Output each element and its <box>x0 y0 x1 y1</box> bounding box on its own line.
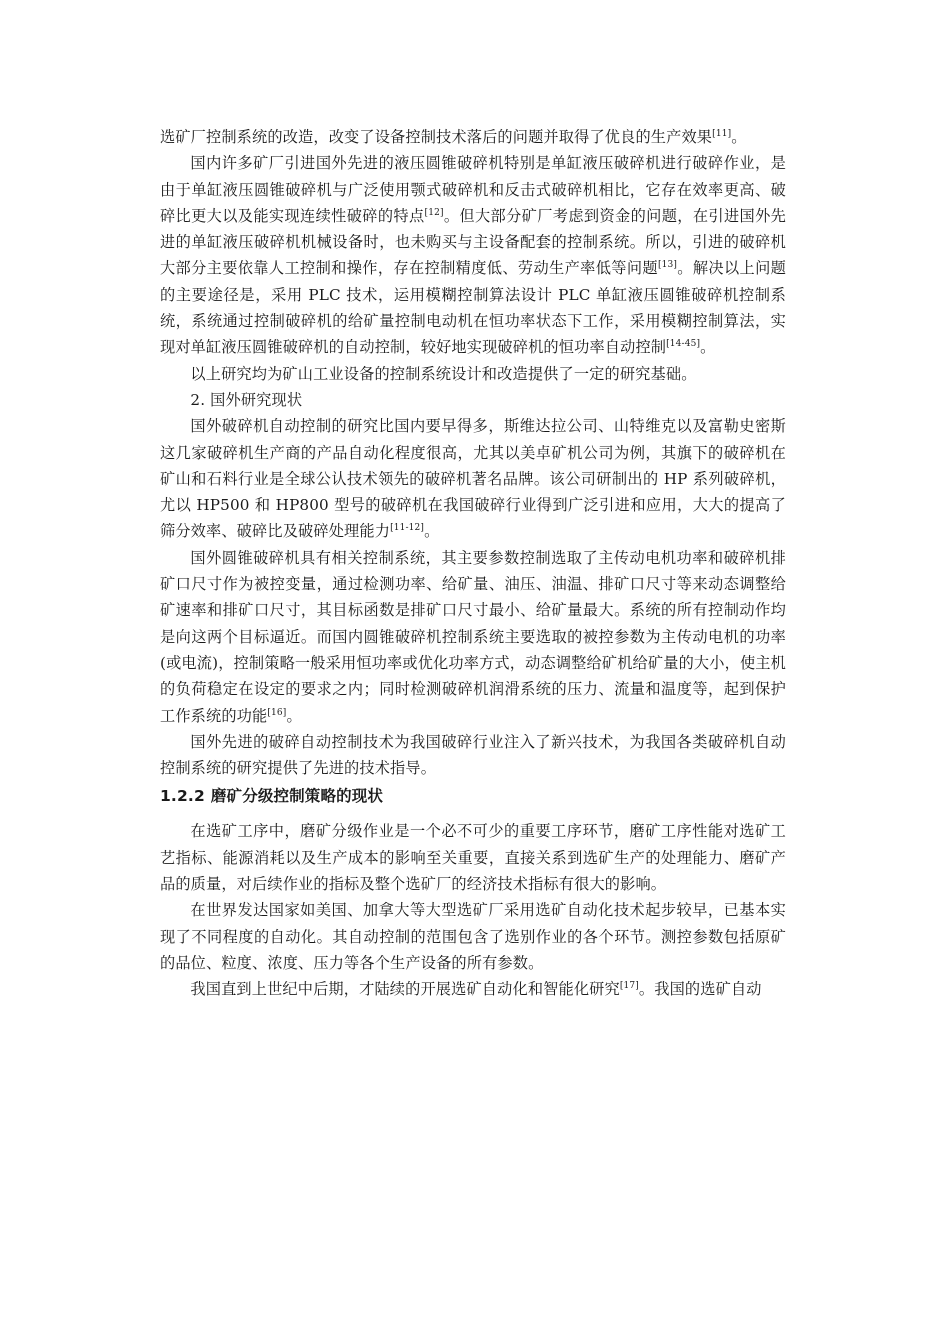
citation: [12] <box>424 207 444 218</box>
citation: [16] <box>267 707 287 718</box>
paragraph-7 <box>160 818 786 897</box>
citation: [14-45] <box>666 339 701 350</box>
paragraph-text: 。解决以上问题的主要途径是，采用 PLC 技术，运用模糊控制算法设计 PLC 单缸液压圆锥破碎机控制系统，系统通过控制破碎机的给矿量控制电动机在恒功率状态下工作，采用模糊控制算法，实现对单缸液压圆锥破碎机的自动控制，较好地实现破碎机的恒功率自动控制 <box>160 259 786 357</box>
paragraph-text: 2. 国外研究现状 <box>190 390 303 409</box>
paragraph-text: 国外先进的破碎自动控制技术为我国破碎行业注入了新兴技术，为我国各类破碎机自动控制系统的研究提供了先进的技术指导。 <box>160 732 786 778</box>
section-title: 磨矿分级控制策略的现状 <box>210 787 384 806</box>
paragraph-text: 国外破碎机自动控制的研究比国内要早得多，斯维达拉公司、山特维克以及富勒史密斯这几家破碎机生产商的产品自动化程度很高，尤其以美卓矿机公司为例，其旗下的破碎机在矿山和石料行业是全球公认技术领先的破碎机著名品牌。该公司研制出的 HP 系列破碎机，尤以 HP500 和 HP800 型号的破碎机在我国破碎行业得到广泛引进和应用，大大的提高了筛分效率、破碎比及破碎处理能力 <box>160 417 786 541</box>
paragraph-text: 选矿厂控制系统的改造，改变了设备控制技术落后的问题并取得了优良的生产效果 <box>160 128 713 146</box>
citation: [17] <box>619 981 639 992</box>
paragraph-8 <box>160 897 786 976</box>
paragraph-text: 。但大部分矿厂考虑到资金的问题，在引进国外先进的单缸液压破碎机机械设备时，也未购买与主设备配套的控制系统。所以，引进的破碎机大部分主要依靠人工控制和操作，存在控制精度低、劳动生产率低等问题 <box>160 206 786 278</box>
paragraph-text: 。 <box>286 706 302 725</box>
paragraph-text: 。我国的选矿自动 <box>638 980 762 999</box>
paragraph-3 <box>160 361 786 387</box>
paragraph-1 <box>160 124 786 150</box>
paragraph-text: 在世界发达国家如美国、加拿大等大型选矿厂采用选矿自动化技术起步较早，已基本实现了不同程度的自动化。其自动控制的范围包含了选别作业的各个环节。测控参数包括原矿的品位、粒度、浓度、压力等各个生产设备的所有参数。 <box>160 901 786 972</box>
paragraph-text: 以上研究均为矿山工业设备的控制系统设计和改造提供了一定的研究基础。 <box>190 364 697 383</box>
paragraph-text: 国外圆锥破碎机具有相关控制系统，其主要参数控制选取了主传动电机功率和破碎机排矿口尺寸作为被控变量，通过检测功率、给矿量、油压、油温、排矿口尺寸等来动态调整给矿速率和排矿口尺寸，其目标函数是排矿口尺寸最小、给矿量最大。系统的所有控制动作均是向这两个目标逼近。而国内圆锥破碎机控制系统主要选取的被控参数为主传动电机的功率(或电流)，控制策略一般采用恒功率或优化功率方式，动态调整给矿机给矿量的大小，使主机的负荷稳定在设定的要求之内；同时检测破碎机润滑系统的压力、流量和温度等，起到保护工作系统的功能 <box>160 548 786 725</box>
paragraph-5 <box>160 545 786 729</box>
citation: [11-12] <box>390 523 425 534</box>
section-heading <box>160 783 786 809</box>
paragraph-9 <box>160 976 786 1002</box>
paragraph-2 <box>160 150 786 360</box>
citation: [13] <box>657 260 678 271</box>
subsection-label <box>160 387 786 413</box>
paragraph-6 <box>160 729 786 782</box>
paragraph-text: 。 <box>424 522 440 541</box>
paragraph-text: 国内许多矿厂引进国外先进的液压圆锥破碎机特别是单缸液压破碎机进行破碎作业，是由于单缸液压圆锥破碎机与广泛使用颚式破碎机和反击式破碎机相比，它存在效率更高、破碎比更大以及能实现连续性破碎的特点 <box>160 154 786 225</box>
paragraph-text: 。 <box>700 338 716 357</box>
citation: [11] <box>712 129 732 139</box>
paragraph-4 <box>160 413 786 544</box>
section-number: 1.2.2 <box>160 787 205 806</box>
document-page <box>160 124 786 1003</box>
paragraph-text: 在选矿工序中，磨矿分级作业是一个必不可少的重要工序环节，磨矿工序性能对选矿工艺指标、能源消耗以及生产成本的影响至关重要，直接关系到选矿生产的处理能力、磨矿产品的质量，对后续作业的指标及整个选矿厂的经济技术指标有很大的影响。 <box>160 822 786 894</box>
paragraph-text: 。 <box>731 128 747 146</box>
paragraph-text: 我国直到上世纪中后期，才陆续的开展选矿自动化和智能化研究 <box>190 980 620 999</box>
